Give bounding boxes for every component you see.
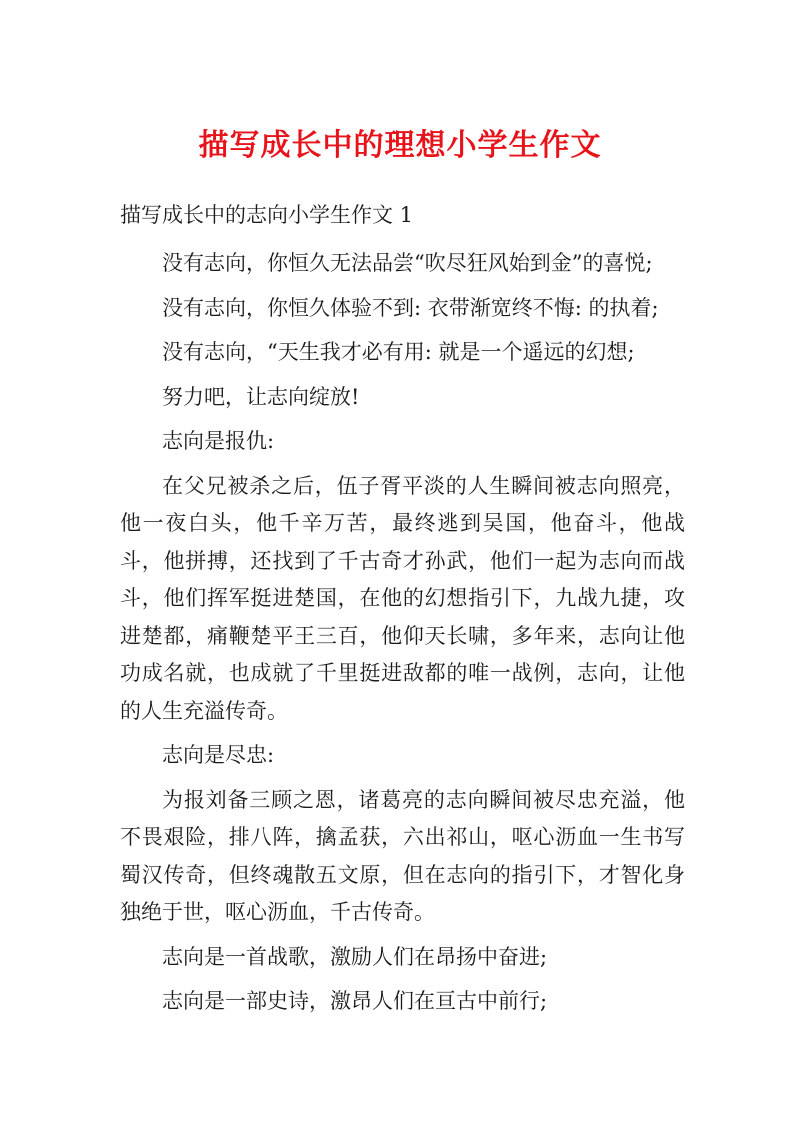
- paragraph-4: 努力吧，让志向绽放!: [162, 384, 360, 409]
- document-body: [120, 195, 685, 1021]
- paragraph-7: 志向是尽忠:: [162, 743, 275, 767]
- document-title: 描写成长中的理想小学生作文: [198, 128, 602, 163]
- paragraph-9: 志向是一首战歌，激励人们在昂扬中奋进;: [162, 944, 548, 969]
- paragraph-8: 为报刘备三顾之恩，诸葛亮的志向瞬间被尽忠充溢，他不畏艰险，排八阵，擒孟获，六出祁山，呕心沥血一生书写蜀汉传奇，但终魂散五文原，但在志向的指引下，才智化身独绝于世，呕心沥血，千古传奇。: [120, 787, 685, 924]
- paragraph-2: 没有志向，你恒久体验不到: 衣带渐宽终不悔: 的执着;: [162, 295, 659, 320]
- paragraph-10: 志向是一部史诗，激昂人们在亘古中前行;: [162, 989, 548, 1013]
- paragraph-3: 没有志向，“天生我才必有用: 就是一个遥远的幻想;: [162, 340, 635, 364]
- paragraph-6: 在父兄被杀之后，伍子胥平淡的人生瞬间被志向照亮，他一夜白头，他千辛万苦，最终逃到吴国，他奋斗，他战斗，他拼搏，还找到了千古奇才孙武，他们一起为志向而战斗，他们挥军挺进楚国，在他的幻想指引下，九战九捷，攻进楚都，痛鞭楚平王三百，他仰天长啸，多年来，志向让他功成名就，也成就了千里挺进敌都的唯一战例，志向，让他的人生充溢传奇。: [120, 473, 685, 723]
- paragraph-1: 没有志向，你恒久无法品尝“吹尽狂风始到金”的喜悦;: [162, 251, 653, 275]
- essay-subtitle: 描写成长中的志向小学生作文 1: [120, 203, 414, 227]
- paragraph-5: 志向是报仇:: [162, 429, 275, 453]
